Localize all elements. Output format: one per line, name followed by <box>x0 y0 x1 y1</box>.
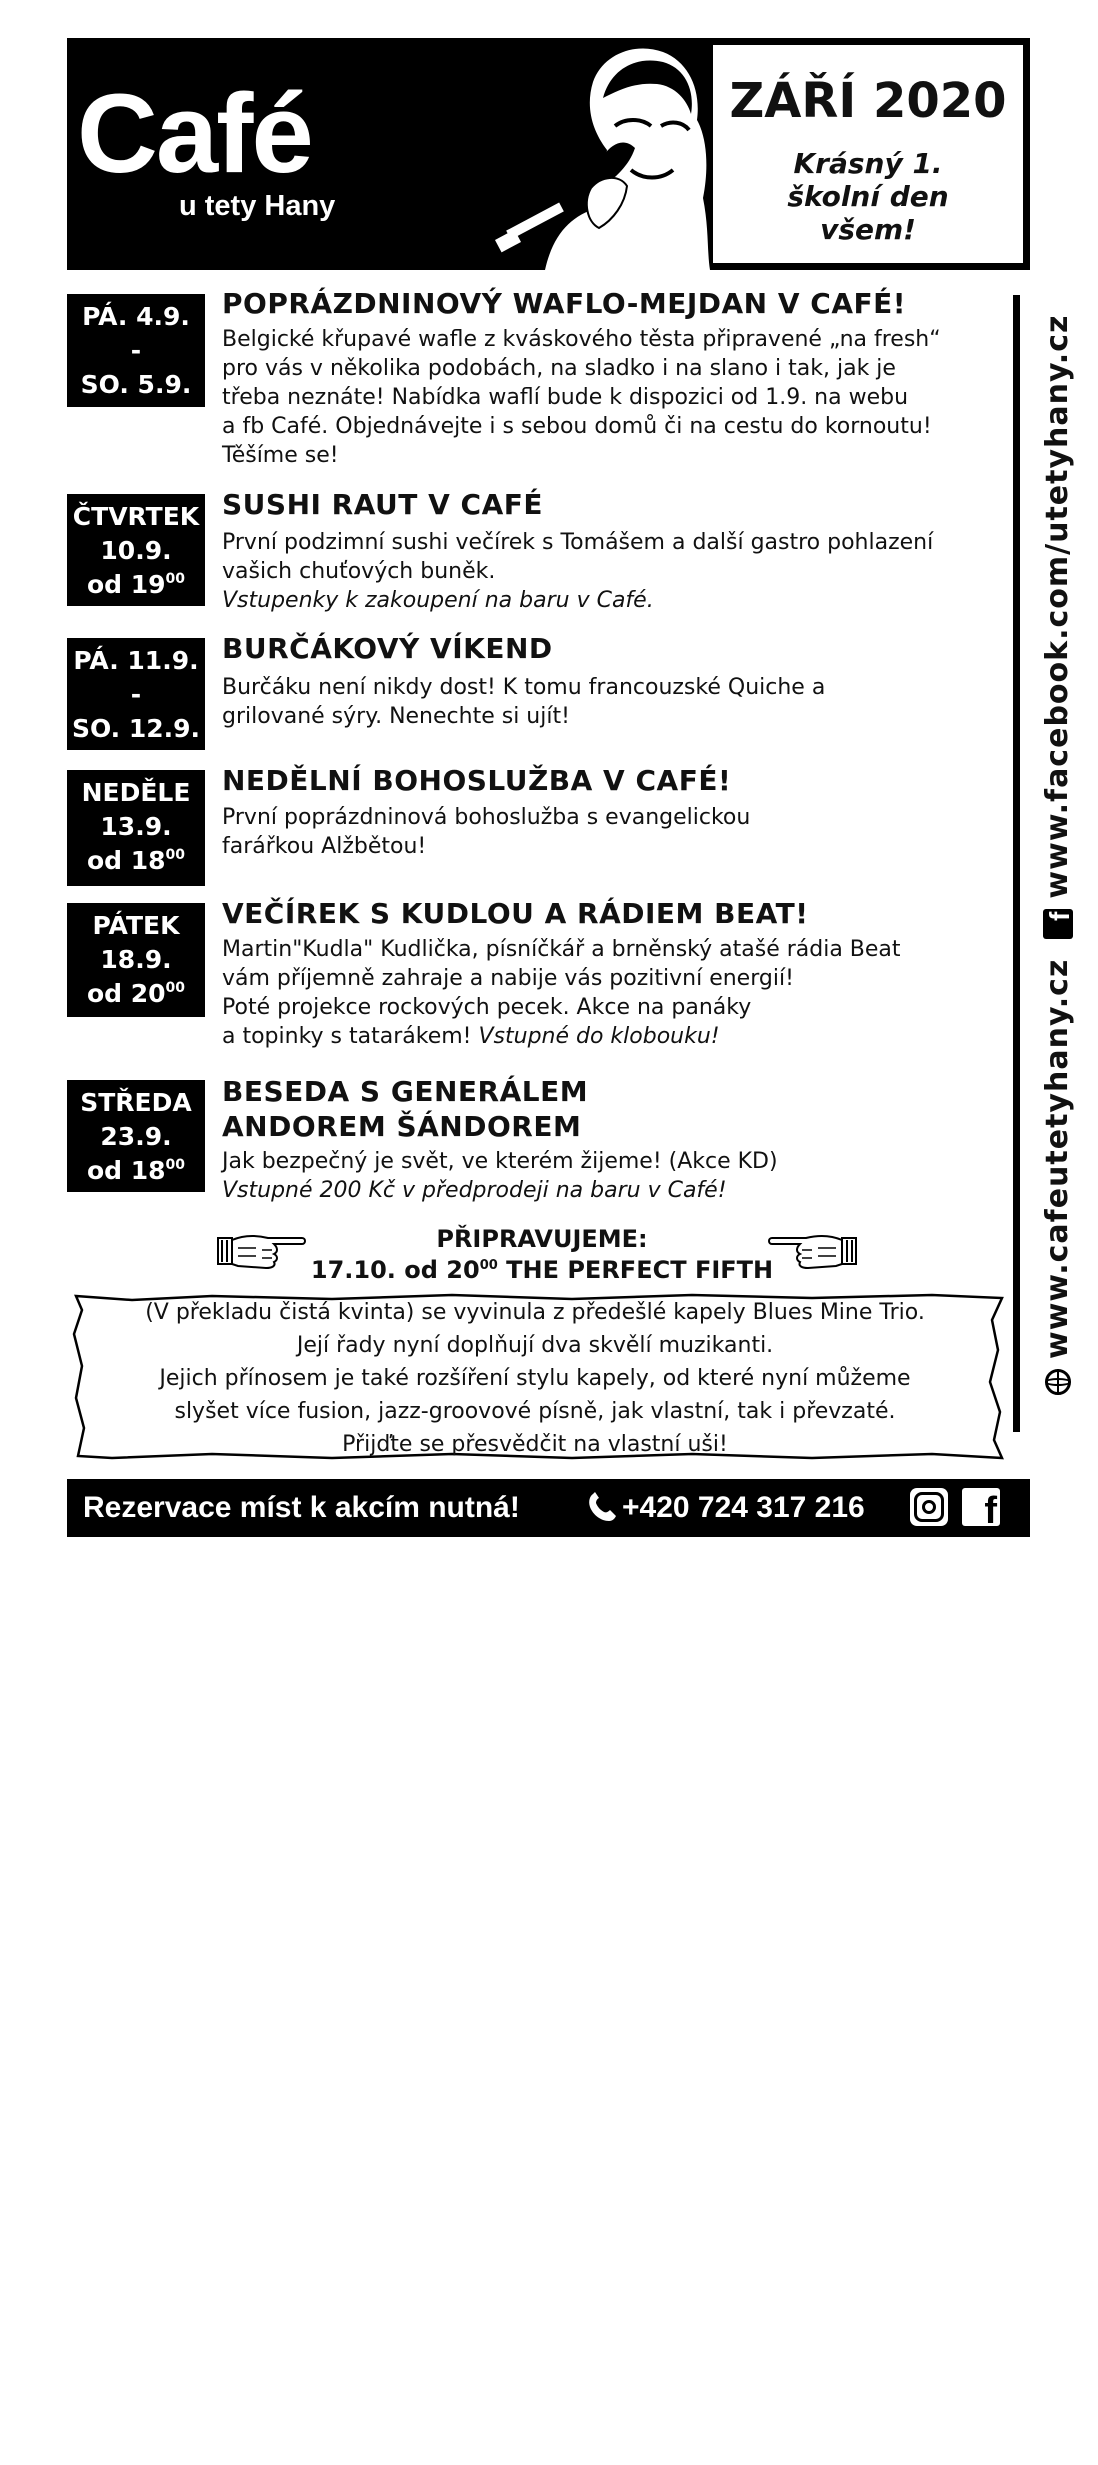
date-line: PÁ. 11.9. <box>73 646 199 675</box>
facebook-icon[interactable]: f <box>962 1488 1000 1526</box>
reservation-notice: Rezervace míst k akcím nutná! <box>83 1491 520 1524</box>
upcoming-event-line <box>222 1255 862 1290</box>
event-date-box <box>67 903 205 1017</box>
date-line: ČTVRTEK <box>72 502 200 531</box>
desc-text: a topinky s tatarákem! <box>222 1024 479 1049</box>
date-line: SO. 5.9. <box>80 370 192 399</box>
event-date-box <box>67 770 205 886</box>
event-description <box>222 1147 992 1205</box>
desc-line: farářkou Alžbětou! <box>222 834 427 859</box>
date-line <box>67 568 205 606</box>
date-line: SO. 12.9. <box>71 714 201 743</box>
event-title: BURČÁKOVÝ VÍKEND <box>222 632 553 665</box>
date-line <box>67 844 205 882</box>
upcoming-description <box>100 1296 970 1461</box>
desc-line: grilované sýry. Nenechte si ujít! <box>222 704 570 729</box>
time-sup: 00 <box>165 571 186 587</box>
brand-subtitle: u tety Hany <box>179 190 336 222</box>
event-description <box>222 673 992 731</box>
date-line: PÁTEK <box>92 911 180 940</box>
event-description <box>222 325 992 470</box>
event-title: VEČÍREK S KUDLOU A RÁDIEM BEAT! <box>222 897 809 930</box>
desc-line: třeba neznáte! Nabídka waflí bude k dispozici od 1.9. na webu <box>222 385 909 410</box>
side-links <box>1036 314 1075 2465</box>
event-date-box <box>67 494 205 606</box>
title-line: ANDOREM ŠÁNDOREM <box>222 1110 582 1143</box>
footer-bar <box>67 1479 1030 1537</box>
event-title: POPRÁZDNINOVÝ WAFLO-MEJDAN V CAFÉ! <box>222 287 907 320</box>
desc-line: První poprázdninová bohoslužba s evangelickou <box>222 805 751 830</box>
side-links-inner <box>1036 314 1080 1395</box>
upcoming-date: 17.10. od 20 <box>310 1256 480 1284</box>
header-banner <box>67 38 1030 270</box>
desc-line <box>222 1022 992 1051</box>
brand-title: Café <box>77 71 312 196</box>
singer-illustration <box>475 38 710 270</box>
date-line <box>67 1154 205 1192</box>
desc-line: (V překladu čistá kvinta) se vyvinula z předešlé kapely Blues Mine Trio. <box>145 1300 925 1325</box>
desc-line: Těšíme se! <box>222 443 339 468</box>
desc-line: Jejich přínosem je také rozšíření stylu kapely, od které nyní můžeme <box>159 1366 911 1391</box>
facebook-link[interactable]: www.facebook.com/utetyhany.cz <box>1040 314 1075 899</box>
time-text: od 19 <box>86 570 166 599</box>
desc-line: Martin"Kudla" Kudlička, písníčkář a brněnský atašé rádia Beat <box>222 937 901 962</box>
side-rule <box>1013 295 1020 1432</box>
desc-line-italic: Vstupenky k zakoupení na baru v Café. <box>222 588 654 613</box>
month-box <box>711 43 1025 265</box>
phone-icon <box>587 1491 617 1523</box>
date-line: - <box>130 680 142 709</box>
upcoming-label: PŘIPRAVUJEME: <box>436 1225 648 1253</box>
desc-line: slyšet více fusion, jazz-groovové písně, jak vlastní, tak i převzaté. <box>174 1399 896 1424</box>
upcoming-heading <box>222 1224 862 1290</box>
desc-line: vám příjemně zahraje a nabije vás pozitivní energií! <box>222 966 794 991</box>
desc-line: a fb Café. Objednávejte i s sebou domů či na cestu do kornoutu! <box>222 414 932 439</box>
desc-line: Její řady nyní doplňují dva skvělí muzikanti. <box>296 1333 774 1358</box>
time-text: od 18 <box>86 846 166 875</box>
time-sup: 00 <box>479 1258 498 1273</box>
desc-line: Přijďte se přesvědčit na vlastní uši! <box>342 1432 728 1457</box>
globe-icon <box>1045 1369 1071 1395</box>
event-title: SUSHI RAUT V CAFÉ <box>222 488 544 521</box>
desc-line: vašich chuťových buněk. <box>222 559 496 584</box>
event-date-box <box>67 638 205 750</box>
website-link[interactable]: www.cafeutetyhany.cz <box>1040 958 1075 1359</box>
date-line: 13.9. <box>100 812 172 841</box>
month-title: ZÁŘÍ 2020 <box>729 73 1007 129</box>
desc-line: Poté projekce rockových pecek. Akce na panáky <box>222 995 752 1020</box>
instagram-icon[interactable] <box>910 1488 948 1526</box>
upcoming-band: THE PERFECT FIFTH <box>497 1256 774 1284</box>
event-title <box>222 1074 588 1144</box>
greeting-text: Krásný 1. školní den všem! <box>787 147 949 246</box>
event-description <box>222 803 992 861</box>
desc-italic: Vstupné do klobouku! <box>478 1024 720 1049</box>
time-sup: 00 <box>165 1157 186 1173</box>
date-line: 18.9. <box>100 945 172 974</box>
title-line: BESEDA S GENERÁLEM <box>222 1075 589 1108</box>
desc-line: Burčáku není nikdy dost! K tomu francouzské Quiche a <box>222 675 826 700</box>
date-line: 23.9. <box>100 1122 172 1151</box>
time-sup: 00 <box>165 847 186 863</box>
event-description <box>222 528 992 615</box>
pointing-hand-left-icon <box>768 1228 858 1272</box>
desc-line: První podzimní sushi večírek s Tomášem a další gastro pohlazení <box>222 530 934 555</box>
date-line: 10.9. <box>100 536 172 565</box>
desc-line: Belgické křupavé wafle z kváskového těsta připravené „na fresh“ <box>222 327 941 352</box>
time-text: od 20 <box>86 979 166 1008</box>
desc-line: pro vás v několika podobách, na sladko i na slano i tak, jak je <box>222 356 896 381</box>
date-line: STŘEDA <box>80 1088 192 1117</box>
desc-line-italic: Vstupné 200 Kč v předprodeji na baru v Café! <box>222 1178 727 1203</box>
facebook-icon: f <box>1043 909 1073 939</box>
event-description <box>222 935 992 1051</box>
event-date-box <box>67 294 205 407</box>
desc-line: Jak bezpečný je svět, ve kterém žijeme! (Akce KD) <box>222 1149 778 1174</box>
date-line: - <box>130 336 142 365</box>
event-date-box <box>67 1080 205 1192</box>
time-text: od 18 <box>86 1156 166 1185</box>
date-line <box>67 977 205 1015</box>
time-sup: 00 <box>165 980 186 996</box>
date-line: PÁ. 4.9. <box>82 302 190 331</box>
date-line: NEDĚLE <box>81 778 191 807</box>
phone-number[interactable]: +420 724 317 216 <box>622 1491 865 1524</box>
event-title: NEDĚLNÍ BOHOSLUŽBA V CAFÉ! <box>222 764 732 797</box>
